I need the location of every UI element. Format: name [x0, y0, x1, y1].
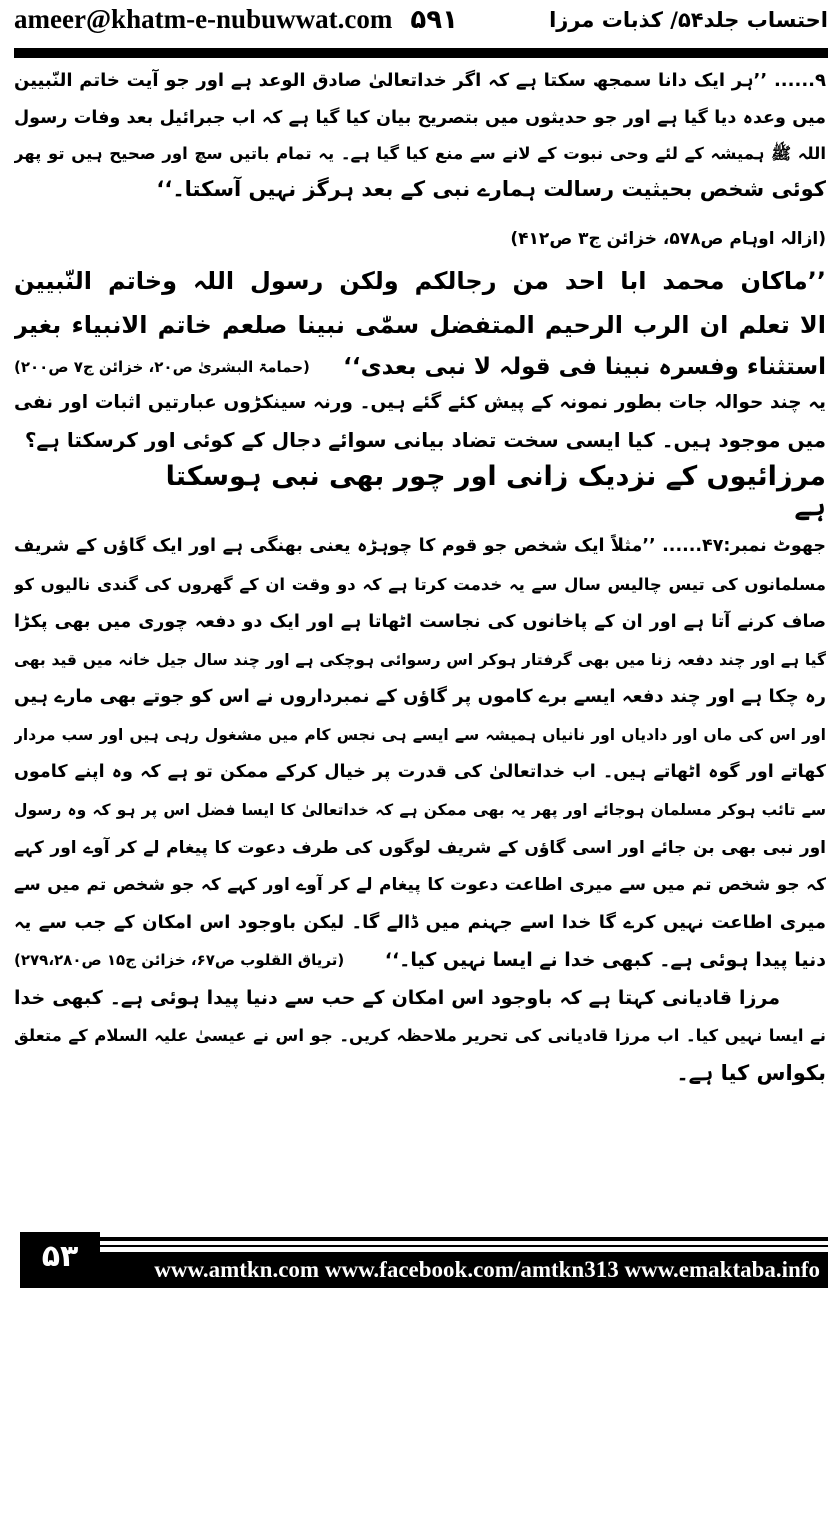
text-line: کھاتے اور گوہ اٹھاتے ہیں۔ اب خداتعالیٰ کی قدرت پر خیال کرکے ممکن تو ہے کہ وہ اپنے کاموں	[14, 762, 826, 782]
footer-page-number: ۵۳	[20, 1232, 100, 1288]
text-line: یہ چند حوالہ جات بطور نمونہ کے پیش کئے گئے ہیں۔ ورنہ سینکڑوں عبارتیں اثبات اور نفی	[14, 392, 826, 413]
text-line: میں موجود ہیں۔ کیا ایسی سخت تضاد بیانی سوائے دجال کے کوئی اور کرسکتا ہے؟	[24, 428, 826, 452]
text-line: مسلمانوں کی تیس چالیس سال سے یہ خدمت کرتا ہے کہ دو وقت ان کے گھروں کی گندی نالیوں کو	[14, 575, 826, 594]
text-line: بکواس کیا ہے۔	[676, 1061, 826, 1085]
text: دنیا پیدا ہوئی ہے۔ کبھی خدا نے ایسا نہیں کیا۔‘‘	[384, 949, 826, 971]
text-line-with-citation	[14, 945, 826, 975]
footer-rule	[100, 1237, 828, 1241]
arabic-line-with-citation	[14, 352, 826, 382]
arabic-text: استثناء وفسرہ نبینا فی قولہ لا نبی بعدی‘‘	[343, 354, 826, 380]
text-line: کوئی شخص بحیثیت رسالت ہمارے نبی کے بعد ہرگز نہیں آسکتا۔‘‘	[156, 177, 826, 201]
text-line: میری اطاعت نہیں کرے گا خدا اسے جہنم میں ڈالے گا۔ لیکن باوجود اس امکان کے جب سے یہ	[14, 912, 826, 933]
book-title: احتساب جلد۵۴/ کذبات مرزا	[549, 8, 828, 32]
arabic-line: الا تعلم ان الرب الرحیم المتفضل سمّٰی نبینا صلعم خاتم الانبیاء بغیر	[14, 311, 826, 339]
text-line: اور نبی بھی بن جائے اور اسی گاؤں کے شریف لوگوں کی طرف دعوت کا پیغام لے کر آوے اور کہے	[14, 838, 826, 858]
text-line: کہ جو شخص تم میں سے میری اطاعت دعوت کا پیغام لے کر آوے اور کہے کہ جو شخص تم میں سے	[14, 875, 826, 895]
text-line: رہ چکا ہے اور چند دفعہ ایسے برے کاموں پر گاؤں کے نمبرداروں نے اس کو جوتے بھی مارے ہیں	[14, 686, 826, 707]
text-line: اور اس کی ماں اور دادیاں اور نانیاں ہمیشہ سے ایسے ہی نجس کام میں مشغول رہی ہیں اور سب مردار	[14, 726, 826, 744]
text-line: نے ایسا نہیں کیا۔ اب مرزا قادیانی کی تحریر ملاحظہ کریں۔ جو اس نے عیسیٰ علیہ السلام کے متعلق	[14, 1026, 826, 1045]
text-line: مرزا قادیانی کہتا ہے کہ باوجود اس امکان کے حب سے دنیا پیدا ہوئی ہے۔ کبھی خدا	[14, 987, 780, 1009]
citation: (حمامۃ البشریٰ ص۲۰، خزائن ج۷ ص۲۰۰)	[14, 358, 310, 376]
header-page-number: ۵۹۱	[410, 5, 458, 35]
text-line: سے تائب ہوکر مسلمان ہوجائے اور پھر یہ بھی ممکن ہے کہ خداتعالیٰ کا ایسا فضل اس پر ہو کہ وہ رسول	[14, 801, 826, 819]
citation: (ازالہ اوہام ص۵۷۸، خزائن ج۳ ص۴۱۲)	[510, 229, 826, 249]
text-line: جھوٹ نمبر:۴۷...... ’’مثلاً ایک شخص جو قوم کا چوہڑہ یعنی بھنگی ہے اور ایک گاؤں کے شریف	[14, 536, 826, 556]
text-line: گیا ہے اور چند دفعہ زنا میں بھی گرفتار ہوکر اس رسوائی ہوچکی ہے اور چند سال جیل خانہ میں قید بھی	[14, 651, 826, 669]
text-line: اللہ ﷺ ہمیشہ کے لئے وحی نبوت کے لانے سے منع کیا گیا ہے۔ یہ تمام باتیں سچ اور صحیح ہیں تو پھر	[14, 144, 826, 163]
header-email	[14, 4, 458, 35]
section-heading: مرزائیوں کے نزدیک زانی اور چور بھی نبی ہوسکتا	[165, 461, 826, 492]
footer-rule	[100, 1245, 828, 1247]
footer-links: www.amtkn.com www.facebook.com/amtkn313 www.emaktaba.info	[100, 1252, 828, 1288]
text-line: میں وعدہ دیا گیا ہے اور جو حدیثوں میں بتصریح بیان کیا گیا ہے کہ اب جبرائیل بعد وفات رسول	[14, 108, 826, 128]
citation: (تریاق القلوب ص۶۷، خزائن ج۱۵ ص۲۷۹،۲۸۰)	[14, 951, 345, 969]
header-rule	[14, 48, 828, 58]
text-line: ۹...... ’’ہر ایک دانا سمجھ سکتا ہے کہ اگر خداتعالیٰ صادق الوعد ہے اور جو آیت خاتم النّبیین	[14, 70, 826, 91]
text-line: صاف کرنے آتا ہے اور ان کے پاخانوں کی نجاست اٹھاتا ہے اور ایک دو دفعہ چوری میں بھی پکڑا	[14, 612, 826, 632]
section-heading-cont: ہے	[794, 491, 826, 522]
arabic-line: ’’ماکان محمد ابا احد من رجالکم ولکن رسول اللہ وخاتم النّبیین	[14, 267, 826, 295]
email-text: ameer@khatm-e-nubuwwat.com	[14, 4, 393, 34]
